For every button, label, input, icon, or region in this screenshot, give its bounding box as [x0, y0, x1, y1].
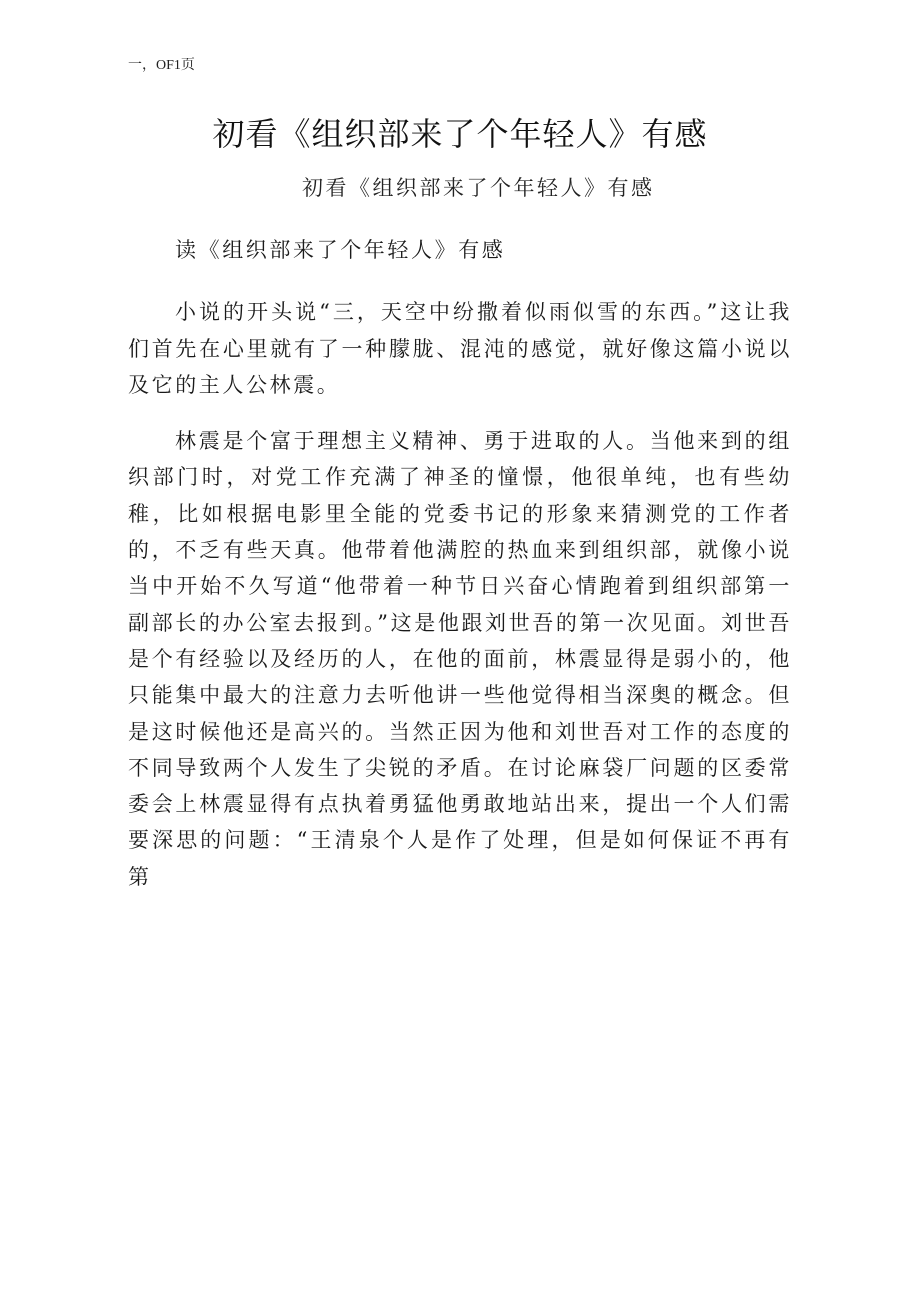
page-number-header: 一，OF1页 — [128, 58, 195, 73]
paragraph-lin-zhen: 林震是个富于理想主义精神、勇于进取的人。当他来到的组织部门时，对党工作充满了神圣的憧憬，他很单纯，也有些幼稚，比如根据电影里全能的党委书记的形象来猜测党的工作者的，不乏有些天真。他带着他满腔的热血来到组织部，就像小说当中开始不久写道“他带着一种节日兴奋心情跑着到组织部第一副部长的办公室去报到。”这是他跟刘世吾的第一次见面。刘世吾是个有经验以及经历的人，在他的面前，林震显得是弱小的，他只能集中最大的注意力去听他讲一些他觉得相当深奥的概念。但是这时候他还是高兴的。当然正因为他和刘世吾对工作的态度的不同导致两个人发生了尖锐的矛盾。在讨论麻袋厂问题的区委常委会上林震显得有点执着勇猛他勇敢地站出来，提出一个人们需要深思的问题：“王清泉个人是作了处理，但是如何保证不再有第 — [128, 429, 792, 889]
paragraph-opening: 小说的开头说“三，天空中纷撒着似雨似雪的东西。”这让我们首先在心里就有了一种朦胧、混沌的感觉，就好像这篇小说以及它的主人公林震。 — [128, 300, 792, 397]
paragraph-reading-title: 读《组织部来了个年轻人》有感 — [175, 238, 506, 262]
document-body — [128, 232, 792, 915]
document-title: 初看《组织部来了个年轻人》有感 — [212, 115, 708, 153]
document-subtitle: 初看《组织部来了个年轻人》有感 — [302, 176, 655, 200]
